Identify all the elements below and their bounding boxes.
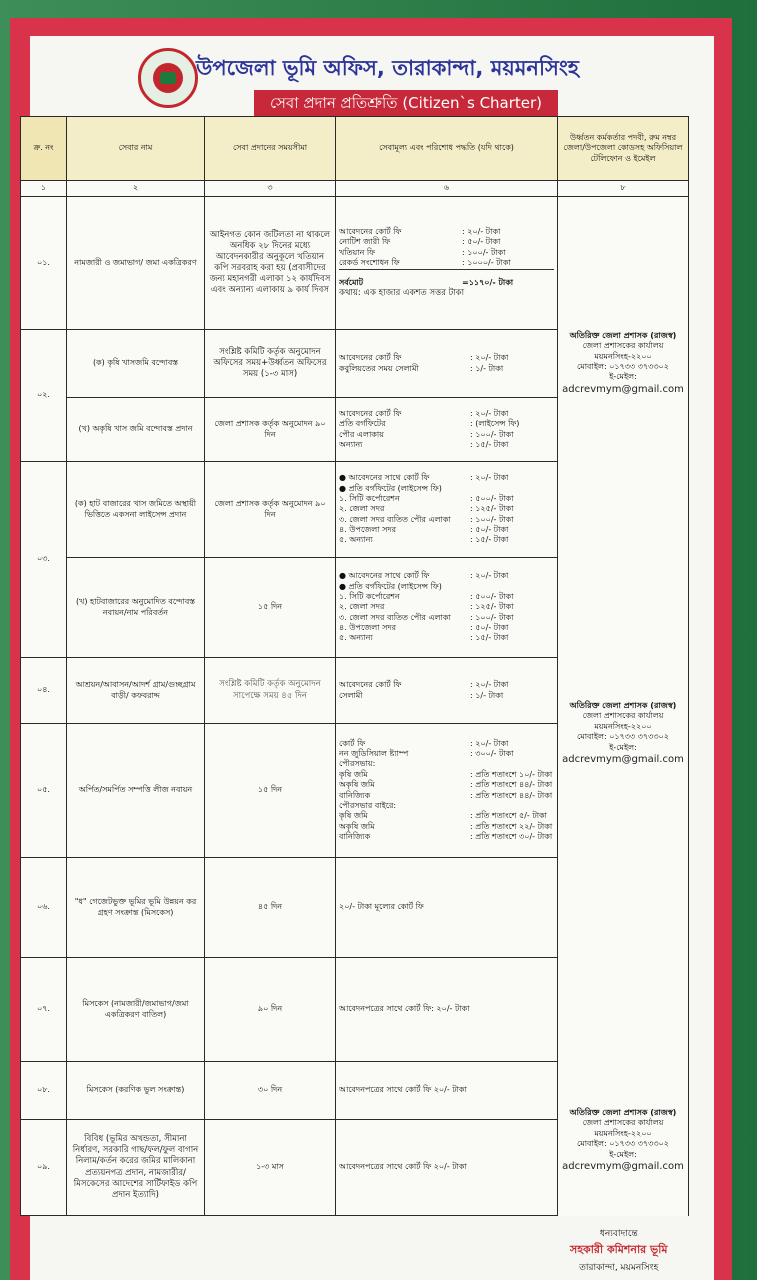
col-number: ৩ (205, 181, 336, 197)
time-cell: ১৫ দিন (205, 724, 336, 858)
fee-line: আবেদনের কোর্ট ফি : ২০/- টাকা (339, 408, 509, 418)
time-cell: জেলা প্রশাসক কর্তৃক অনুমোদন ৯০ দিন (205, 462, 336, 558)
col-number: ৮ (558, 181, 689, 197)
fee-line: বানিজ্যিক : প্রতি শতাংশে ৩০/- টাকা (339, 832, 553, 842)
signatory-title: সহকারী কমিশনার ভূমি (570, 1243, 668, 1256)
col-number: ১ (21, 181, 67, 197)
serial-cell: ০৯. (21, 1120, 67, 1216)
fee-cell (336, 658, 558, 724)
service-cell: (খ) হাটবাজারের অনুমোদিত বন্দোবস্ত নবায়ন/নাম পরিবর্তন (67, 558, 205, 658)
fee-cell (336, 330, 558, 398)
col-header-officer: উর্ধ্বতন কর্মকর্তার পদবী, রুম নম্বর জেলা/উপজেলা কোডসহ অফিসিয়াল টেলিফোন ও ইমেইল (558, 117, 689, 181)
col-header-fee: সেবামূল্য এবং পরিশোধ পদ্ধতি (যদি থাকে) (336, 117, 558, 181)
fee-line: ১. সিটি কর্পোরেশন : ৫০০/- টাকা (339, 493, 514, 503)
signatory-place: তারাকান্দা, ময়মনসিংহ (579, 1263, 659, 1273)
officer-email-label: ই-মেইল: (609, 1149, 637, 1159)
fee-line: আবেদনের কোর্ট ফি : ২০/- টাকা (339, 353, 509, 363)
fee-line: পৌর এলাকায় : ১০০/- টাকা (339, 429, 514, 439)
serial-cell: ০৭. (21, 958, 67, 1062)
officer-contact-blank (558, 858, 689, 1062)
officer-email-label: ই-মেইল: (609, 372, 637, 382)
fee-line: ২. জেলা সদর : ১২৫/- টাকা (339, 602, 514, 612)
officer-phone: মোবাইল: ০১৭৩৩ ৩৭৩৩০২ (577, 732, 669, 742)
fee-total: সর্বমোট =১১৭০/- টাকা (339, 277, 514, 287)
signature-block (570, 1226, 668, 1275)
fee-line: খতিয়ান ফি : ১০০/- টাকা (339, 247, 506, 257)
time-cell: ১-৩ মাস (205, 1120, 336, 1216)
serial-cell: ০৬. (21, 858, 67, 958)
charter-subtitle: সেবা প্রদান প্রতিশ্রুতি (Citizen`s Charter) (254, 90, 558, 118)
table-row (21, 858, 689, 958)
officer-contact-cell (558, 197, 689, 462)
fee-cell (336, 398, 558, 462)
col-number: ৬ (336, 181, 558, 197)
officer-post: অতিরিক্ত জেলা প্রশাসক (রাজস্ব) (569, 701, 677, 711)
officer-office: জেলা প্রশাসকের কার্যালয় (582, 1118, 664, 1128)
time-cell: সংশ্লিষ্ট কমিটি কর্তৃক অনুমোদন অফিসের সময়+উর্ধ্বতন অফিসের সময় (১-৩ মাস) (205, 330, 336, 398)
fee-line: রেকর্ড সংশোধন ফি : ১০০০/- টাকা (339, 258, 554, 269)
fee-line: পৌরসভায়: (339, 759, 376, 769)
service-cell: নামজারী ও জমাভাগ/ জমা একত্রিকরণ (67, 197, 205, 330)
fee-line: ১. সিটি কর্পোরেশন : ৫০০/- টাকা (339, 591, 514, 601)
officer-email: adcrevmym@gmail.com (562, 383, 684, 395)
fee-cell: আবেদনপত্রের সাথে কোর্ট ফি ২০/- টাকা (336, 1062, 558, 1120)
fee-cell (336, 462, 558, 558)
fee-cell (336, 197, 558, 330)
thanks-text: ধন্যবাদান্তে (599, 1229, 638, 1239)
service-cell: আশ্রয়ন/আবাসন/আদর্শ গ্রাম/গুচ্ছগ্রাম বাড়ী/ কফবরাদ্দ (67, 658, 205, 724)
officer-email: adcrevmym@gmail.com (562, 1160, 684, 1172)
fee-line: ● প্রতি বর্গফিটের (লাইসেন্স ফি) (339, 581, 442, 591)
officer-phone: মোবাইল: ০১৭৩৩ ৩৭৩৩০২ (577, 1139, 669, 1149)
time-cell: ৪৫ দিন (205, 858, 336, 958)
service-cell: (ক) কৃষি খাসজমি বন্দোবস্ত (67, 330, 205, 398)
fee-line: ৩. জেলা সদর ব্যতিত পৌর এলাকা : ১০০/- টাকা (339, 612, 514, 622)
fee-line: পৌরসভার বাইরে: (339, 800, 397, 810)
fee-line: অকৃষি জমি : প্রতি শতাংশে ৪৪/- টাকা (339, 780, 553, 790)
service-cell: অর্পিত/সমর্পিত সম্পত্তি লীজ নবায়ন (67, 724, 205, 858)
officer-email-label: ই-মেইল: (609, 742, 637, 752)
fee-line: প্রতি বর্গফিটের : (লাইসেন্স ফি) (339, 419, 520, 429)
fee-line: আবেদনের কোর্ট ফি : ২০/- টাকা (339, 227, 501, 236)
fee-line: অন্যান্য : ১৫/- টাকা (339, 439, 509, 449)
service-cell: (ক) হাট বাজারের খাস জমিতে অস্থায়ী ভিত্তিতে একসনা লাইসেন্স প্রদান (67, 462, 205, 558)
fee-line: কবুলিয়তের সময় সেলামী : ১/- টাকা (339, 363, 504, 373)
officer-contact-cell (558, 1062, 689, 1216)
serial-cell: ০২. (21, 330, 67, 462)
service-cell: বিবিধ (ভূমির অখন্ডতা, সীমানা নির্ধারণ, সরকারি গাছ/ফল/ফুল বাগান নিলাম/কর্তন করের জমির মালিকানা প্রত্যয়নপত্র প্রদান, নামজারীর/মিসকেসের আদেশের সার্টিফাইড কপি প্রদান ইত্যাদি) (67, 1120, 205, 1216)
fee-line: ৫. অন্যান্য : ১৫/- টাকা (339, 633, 509, 643)
service-cell: "ধ" গেজেটভুক্ত ভূমির ভূমি উন্নয়ন কর গ্রহণ সংক্রান্ত (মিসকেস) (67, 858, 205, 958)
time-cell: ৩০ দিন (205, 1062, 336, 1120)
government-seal-icon (138, 48, 198, 108)
officer-email: adcrevmym@gmail.com (562, 753, 684, 765)
fee-line: কৃষি জমি : প্রতি শতাংশে ১০/- টাকা (339, 769, 553, 779)
time-cell: ১৫ দিন (205, 558, 336, 658)
fee-line: আবেদনের কোর্ট ফি : ২০/- টাকা (339, 680, 509, 690)
fee-cell (336, 558, 558, 658)
fee-cell: আবেদনপত্রের সাথে কোর্ট ফি: ২০/- টাকা (336, 958, 558, 1062)
fee-line: ● প্রতি বর্গফিটের (লাইসেন্স ফি) (339, 483, 442, 493)
officer-city: ময়মনসিংহ-২২০০ (594, 721, 652, 731)
col-number: ২ (67, 181, 205, 197)
fee-line: ২. জেলা সদর : ১২৫/- টাকা (339, 504, 514, 514)
fee-in-words: কথায়: এক হাজার একশত সত্তর টাকা (339, 287, 465, 298)
fee-line: ● আবেদনের সাথে কোর্ট ফি : ২০/- টাকা (339, 571, 509, 581)
fee-line: সেলামী : ১/- টাকা (339, 690, 504, 700)
table-row (21, 462, 689, 558)
col-header-serial: ক্র. নং (21, 117, 67, 181)
fee-line: ৪. উপজেলা সদর : ৫০/- টাকা (339, 623, 509, 633)
fee-line: কোর্ট ফি : ২০/- টাকা (339, 738, 509, 748)
fee-line: ৪. উপজেলা সদর : ৫০/- টাকা (339, 525, 509, 535)
officer-contact-cell (558, 462, 689, 858)
fee-line: নন জুডিসিয়াল ষ্ট্যাম্প : ৩০০/- টাকা (339, 748, 514, 758)
service-cell: মিসকেস (করণিক ভুল সংক্রান্ত) (67, 1062, 205, 1120)
table-row (21, 197, 689, 330)
serial-cell: ০১. (21, 197, 67, 330)
officer-post: অতিরিক্ত জেলা প্রশাসক (রাজস্ব) (569, 1108, 677, 1118)
officer-city: ময়মনসিংহ-২২০০ (594, 351, 652, 361)
officer-office: জেলা প্রশাসকের কার্যালয় (582, 341, 664, 351)
service-cell: (খ) অকৃষি খাস জমি বন্দোবস্ত প্রদান (67, 398, 205, 462)
fee-line: ৫. অন্যান্য : ১৫/- টাকা (339, 535, 509, 545)
serial-cell: ০৪. (21, 658, 67, 724)
fee-line: কৃষি জমি : প্রতি শতাংশে ৫/- টাকা (339, 811, 547, 821)
fee-line: ● আবেদনের সাথে কোর্ট ফি : ২০/- টাকা (339, 473, 509, 483)
col-header-service: সেবার নাম (67, 117, 205, 181)
officer-post: অতিরিক্ত জেলা প্রশাসক (রাজস্ব) (569, 330, 677, 340)
fee-line: নোটিশ জারী ফি : ৫০/- টাকা (339, 237, 501, 247)
time-cell: সংশ্লিষ্ট কমিটি কর্তৃক অনুমোদন সাপেক্ষে সময় ৪৫ দিন (205, 658, 336, 724)
officer-city: ময়মনসিংহ-২২০০ (594, 1128, 652, 1138)
col-header-time: সেবা প্রদানের সময়সীমা (205, 117, 336, 181)
serial-cell: ০৩. (21, 462, 67, 658)
fee-line: ৩. জেলা সদর ব্যতিত পৌর এলাকা : ১০০/- টাকা (339, 514, 514, 524)
fee-cell (336, 724, 558, 858)
officer-phone: মোবাইল: ০১৭৩৩ ৩৭৩৩০২ (577, 361, 669, 371)
officer-office: জেলা প্রশাসকের কার্যালয় (582, 711, 664, 721)
time-cell: জেলা প্রশাসক কর্তৃক অনুমোদন ৯০ দিন (205, 398, 336, 462)
time-cell: আইনগত কোন জটিলতা না থাকলে অনধিক ২৮ দিনের মধ্যে আবেদনকারীর অনুকূলে খতিয়ান কপি সরবরাহ করা হয় (প্রবাসীদের জন্য মহানগরী এলাকা ১২ কার্যদিবস এবং অন্যান্য এলাকায় ৯ কার্য দিবস (205, 197, 336, 330)
fee-line: অকৃষি জমি : প্রতি শতাংশে ২২/- টাকা (339, 821, 553, 831)
table-row (21, 1062, 689, 1120)
fee-cell: ২০/- টাকা মূল্যের কোর্ট ফি (336, 858, 558, 958)
fee-cell: আবেদনপত্রের সাথে কোর্ট ফি ২০/- টাকা (336, 1120, 558, 1216)
serial-cell: ০৫. (21, 724, 67, 858)
service-cell: মিসকেস (নামজারী/জমাভাগ/জমা একত্রিকরণ বাতিল) (67, 958, 205, 1062)
citizen-charter-table (20, 116, 689, 1216)
serial-cell: ০৮. (21, 1062, 67, 1120)
time-cell: ৯০ দিন (205, 958, 336, 1062)
page-title: উপজেলা ভূমি অফিস, তারাকান্দা, ময়মনসিংহ (196, 56, 579, 80)
fee-line: বানিজ্যিক : প্রতি শতাংশে ৪৪/- টাকা (339, 790, 553, 800)
